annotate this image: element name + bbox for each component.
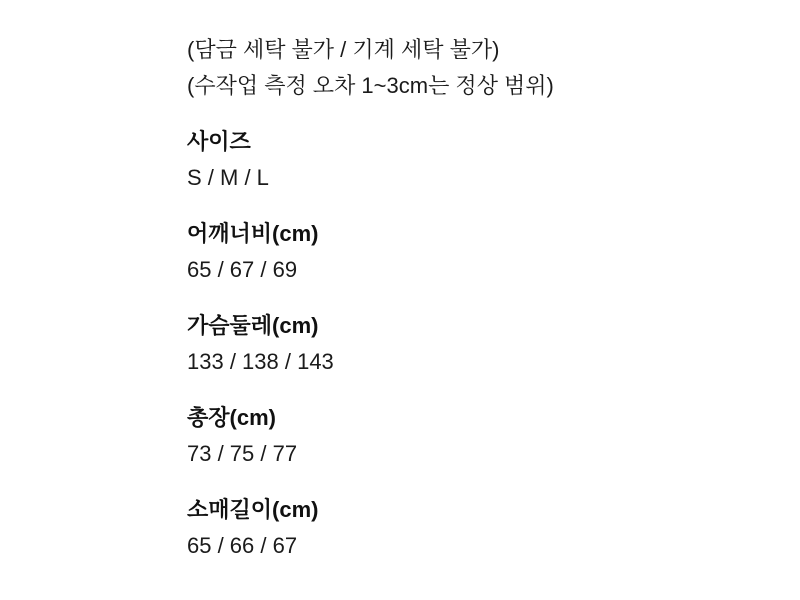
measurement-tolerance-notice-line: (수작업 측정 오차 1~3cm는 정상 범위)	[187, 73, 554, 98]
sleeve-length-label: 소매길이(cm)	[187, 497, 319, 522]
shoulder-width-values: 65 / 67 / 69	[187, 257, 298, 282]
shoulder-width-section	[187, 216, 760, 288]
total-length-section	[187, 400, 760, 472]
size-section-label: 사이즈	[187, 129, 251, 154]
total-length-label: 총장(cm)	[187, 405, 276, 430]
washing-notice-block	[187, 32, 760, 104]
size-section	[187, 124, 760, 196]
chest-circumference-values: 133 / 138 / 143	[187, 349, 334, 374]
sleeve-length-section	[187, 492, 760, 564]
chest-circumference-section	[187, 308, 760, 380]
total-length-values: 73 / 75 / 77	[187, 441, 298, 466]
size-section-values: S / M / L	[187, 165, 269, 190]
chest-circumference-label: 가슴둘레(cm)	[187, 313, 319, 338]
sleeve-length-values: 65 / 66 / 67	[187, 533, 298, 558]
washing-notice-line: (담금 세탁 불가 / 기계 세탁 불가)	[187, 37, 500, 62]
shoulder-width-label: 어깨너비(cm)	[187, 221, 319, 246]
